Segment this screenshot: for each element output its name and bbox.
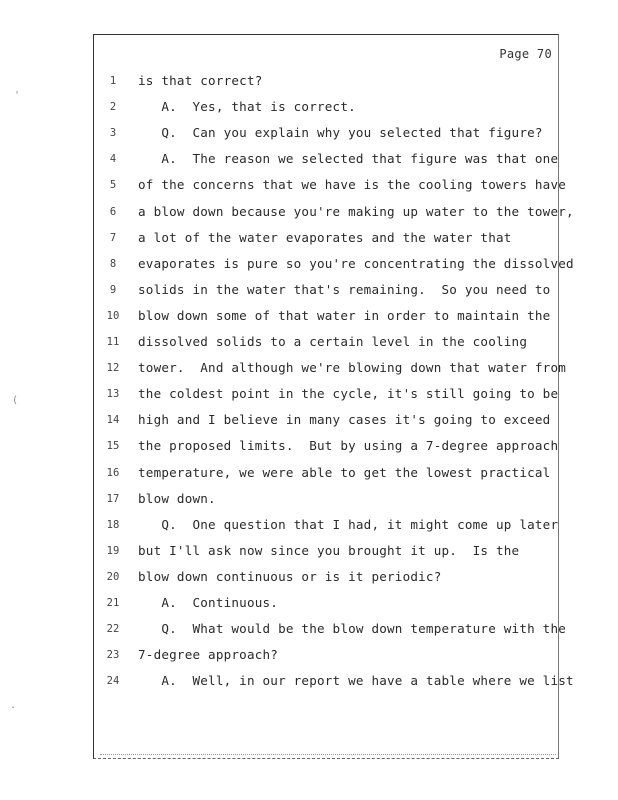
line-number: 4 [109,153,117,166]
line-text: but I'll ask now since you brought it up. Is the [138,542,520,558]
line-text: tower. And although we're blowing down that water from [138,360,567,376]
line-number: 13 [106,388,120,401]
line-number: 10 [106,309,120,322]
transcript-line [94,463,560,483]
margin-mark: . [10,700,17,711]
line-text: 7-degree approach? [138,647,279,663]
line-text: A. Continuous. [138,595,279,610]
transcript-line [94,671,574,691]
line-text: solids in the water that's remaining. So you need to [138,281,551,297]
line-number: 19 [106,544,120,557]
line-number: 6 [109,205,117,218]
transcript-line [94,593,560,613]
transcript-line [94,97,560,117]
transcript-line [94,567,560,587]
transcript-line [94,123,560,143]
line-text: is that correct? [138,73,263,88]
line-text: a lot of the water evaporates and the water that [138,229,512,245]
transcript-line [94,149,560,169]
line-number: 15 [106,440,120,453]
line-number: 16 [106,466,120,479]
transcript-line [94,410,560,430]
line-text: Q. One question that I had, it might come up later [138,516,559,532]
line-text: a blow down because you're making up water to the tower, [138,203,574,219]
line-number: 21 [106,597,120,609]
line-number: 9 [109,283,117,296]
line-number: 2 [109,101,117,114]
transcript-line [94,645,560,665]
line-text: A. Yes, that is correct. [138,99,356,115]
transcript-line [94,358,567,378]
transcript-line [94,332,560,352]
transcript-line [94,436,560,456]
line-number: 11 [106,336,120,348]
line-number: 5 [109,179,117,192]
line-text: evaporates is pure so you're concentrating the dissolved [138,255,574,271]
line-number: 24 [106,675,120,688]
line-number: 20 [106,570,120,583]
transcript-line [94,228,560,248]
line-text: temperature, we were able to get the lowest practical [138,464,551,480]
line-text: Q. Can you explain why you selected that figure? [138,125,543,141]
line-number: 18 [106,518,120,531]
transcript-line [94,280,560,300]
line-number: 17 [106,492,120,505]
transcript-line [94,489,560,509]
transcript-line [94,202,574,222]
margin-mark: ( [12,395,19,406]
line-number: 23 [106,649,120,662]
transcript-line [94,619,567,639]
margin-mark: ' [14,90,21,101]
transcript-line [94,541,560,561]
line-text: blow down continuous or is it periodic? [138,568,442,584]
line-text: blow down. [138,490,216,506]
transcript-line [94,306,560,326]
transcript-line [94,515,560,535]
line-number: 22 [106,623,120,636]
line-number: 1 [109,75,117,87]
line-text: dissolved solids to a certain level in the cooling [138,334,528,349]
line-text: the proposed limits. But by using a 7-degree approach [138,438,559,454]
transcript-line [94,71,560,91]
line-number: 14 [106,414,120,427]
page-number: Page 70 [499,47,552,61]
line-number: 12 [106,362,120,375]
transcript-line [94,384,560,404]
transcript-page [93,34,574,759]
line-number: 8 [109,257,117,270]
line-text: high and I believe in many cases it's going to exceed [138,412,551,428]
line-text: A. The reason we selected that figure was that one [138,151,559,167]
line-number: 3 [109,127,117,140]
line-text: of the concerns that we have is the cooling towers have [138,177,567,193]
line-text: A. Well, in our report we have a table where we list [138,673,574,689]
transcript-line [94,254,574,274]
transcript-line [94,175,567,195]
line-text: Q. What would be the blow down temperature with the [138,621,567,637]
line-text: blow down some of that water in order to maintain the [138,307,551,323]
footer-rule [100,754,556,755]
line-text: the coldest point in the cycle, it's still going to be [138,386,559,402]
line-number: 7 [109,231,117,244]
